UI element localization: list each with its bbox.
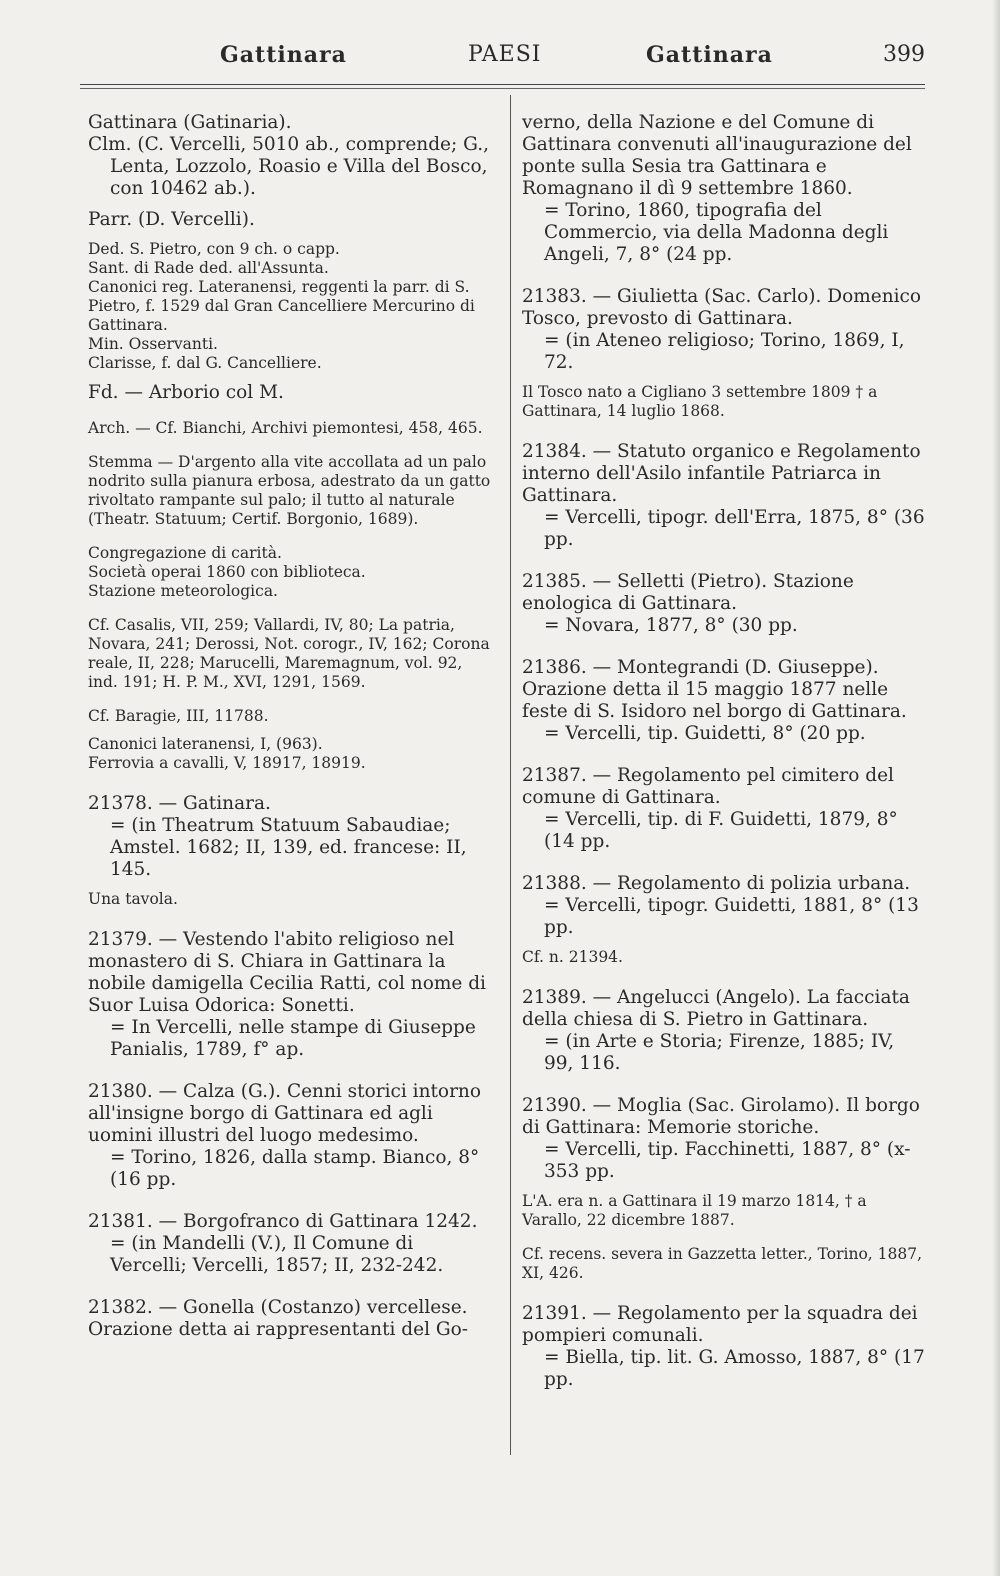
entry-paragraph: Congregazione di carità. [88, 544, 282, 562]
entry-paragraph: Società operai 1860 con biblioteca. [88, 563, 366, 581]
entry-paragraph: Gattinara (Gatinaria). [88, 112, 292, 133]
entry-paragraph: Il Tosco nato a Cigliano 3 settembre 1809 † a Gattinara, 14 luglio 1868. [522, 383, 878, 420]
entry-paragraph: verno, della Nazione e del Comune di Gattinara convenuti all'inaugurazione del ponte sulla Sesia tra Gattinara e Romagnano il dì 9 settembre 1860. [522, 112, 912, 199]
entry-paragraph: Cf. n. 21394. [522, 948, 623, 966]
header-right-title: Gattinara [646, 42, 773, 68]
right-column [522, 112, 927, 1391]
entry-paragraph: = Biella, tip. lit. G. Amosso, 1887, 8° (17 pp. [544, 1347, 925, 1390]
entry-paragraph: = Vercelli, tipogr. Guidetti, 1881, 8° (13 pp. [544, 895, 919, 938]
entry-paragraph: 21388. — Regolamento di polizia urbana. [522, 873, 911, 894]
entry-paragraph: 21385. — Selletti (Pietro). Stazione enologica di Gattinara. [522, 571, 854, 614]
running-header [80, 38, 925, 78]
entry-paragraph: Una tavola. [88, 890, 178, 908]
entry-paragraph: 21384. — Statuto organico e Regolamento interno dell'Asilo infantile Patriarca in Gattinara. [522, 441, 921, 506]
entry-paragraph: Canonici lateranensi, I, (963). [88, 735, 323, 753]
entry-paragraph: 21383. — Giulietta (Sac. Carlo). Domenico Tosco, prevosto di Gattinara. [522, 286, 922, 329]
entry-paragraph: Min. Osservanti. [88, 335, 218, 353]
entry-paragraph: Arch. — Cf. Bianchi, Archivi piemontesi, 458, 465. [88, 419, 483, 437]
entry-paragraph: 21387. — Regolamento pel cimitero del comune di Gattinara. [522, 765, 894, 808]
entry-paragraph: 21380. — Calza (G.). Cenni storici intorno all'insigne borgo di Gattinara ed agli uomini illustri del luogo medesimo. [88, 1081, 481, 1146]
entry-paragraph: = Vercelli, tip. Guidetti, 8° (20 pp. [544, 723, 866, 744]
left-column [88, 112, 493, 1341]
entry-paragraph: = (in Ateneo religioso; Torino, 1869, I, 72. [544, 330, 905, 373]
header-section-title: PAESI [468, 42, 542, 67]
entry-paragraph: Cf. Casalis, VII, 259; Vallardi, IV, 80; La patria, Novara, 241; Derossi, Not. corogr., IV, 162; Corona reale, II, 228; Marucelli, Maremagnum, vol. 92, ind. 191; H. P. M., XVI, 1291, 1569. [88, 616, 490, 691]
entry-paragraph: = Vercelli, tip. Facchinetti, 1887, 8° (x-353 pp. [544, 1139, 911, 1182]
entry-paragraph: = (in Mandelli (V.), Il Comune di Vercelli; Vercelli, 1857; II, 232-242. [110, 1233, 444, 1276]
entry-paragraph: = Vercelli, tipogr. dell'Erra, 1875, 8° (36 pp. [544, 507, 925, 550]
entry-paragraph: Stazione meteorologica. [88, 582, 278, 600]
entry-paragraph: 21389. — Angelucci (Angelo). La facciata della chiesa di S. Pietro in Gattinara. [522, 987, 910, 1030]
entry-paragraph: 21391. — Regolamento per la squadra dei pompieri comunali. [522, 1303, 918, 1346]
header-rule [80, 84, 925, 85]
entry-paragraph: Fd. — Arborio col M. [88, 382, 284, 403]
entry-paragraph: 21378. — Gatinara. [88, 793, 271, 814]
entry-paragraph: Ded. S. Pietro, con 9 ch. o capp. [88, 240, 340, 258]
entry-paragraph: Clarisse, f. dal G. Cancelliere. [88, 354, 322, 372]
entry-paragraph: Sant. di Rade ded. all'Assunta. [88, 259, 329, 277]
entry-paragraph: = Torino, 1860, tipografia del Commercio, via della Madonna degli Angeli, 7, 8° (24 pp. [544, 200, 889, 265]
entry-paragraph: Cf. Baragie, III, 11788. [88, 707, 269, 725]
entry-paragraph: Cf. recens. severa in Gazzetta letter., Torino, 1887, XI, 426. [522, 1245, 923, 1282]
entry-paragraph: = In Vercelli, nelle stampe di Giuseppe Panialis, 1789, f° ap. [110, 1017, 476, 1060]
entry-paragraph: 21382. — Gonella (Costanzo) vercellese. Orazione detta ai rappresentanti del Go- [88, 1297, 469, 1340]
header-left-title: Gattinara [220, 42, 347, 68]
entry-paragraph: = (in Theatrum Statuum Sabaudiae; Amstel. 1682; II, 139, ed. francese: II, 145. [110, 815, 467, 880]
entry-paragraph: = Vercelli, tip. di F. Guidetti, 1879, 8° (14 pp. [544, 809, 898, 852]
header-rule-secondary [80, 88, 925, 89]
entry-paragraph: = (in Arte e Storia; Firenze, 1885; IV, 99, 116. [544, 1031, 895, 1074]
entry-paragraph: = Torino, 1826, dalla stamp. Bianco, 8° (16 pp. [110, 1147, 480, 1190]
entry-paragraph: Stemma — D'argento alla vite accollata ad un palo nodrito sulla pianura erbosa, adestrato da un gatto rivoltato rampante sul palo; il tutto al naturale (Theatr. Statuum; Certif. Borgonio, 1689). [88, 453, 491, 528]
entry-paragraph: L'A. era n. a Gattinara il 19 marzo 1814, † a Varallo, 22 dicembre 1887. [522, 1192, 867, 1229]
entry-paragraph: Parr. (D. Vercelli). [88, 209, 255, 230]
column-separator [510, 95, 511, 1455]
entry-paragraph: Clm. (C. Vercelli, 5010 ab., comprende; G., Lenta, Lozzolo, Roasio e Villa del Bosco, con 10462 ab.). [88, 134, 489, 199]
entry-paragraph: Canonici reg. Lateranensi, reggenti la parr. di S. Pietro, f. 1529 dal Gran Cancelliere Mercurino di Gattinara. [88, 278, 475, 334]
entry-paragraph: Ferrovia a cavalli, V, 18917, 18919. [88, 754, 366, 772]
page-edge-shadow [992, 0, 1000, 1576]
page-number: 399 [883, 42, 925, 67]
entry-paragraph: 21386. — Montegrandi (D. Giuseppe). Orazione detta il 15 maggio 1877 nelle feste di S. Isidoro nel borgo di Gattinara. [522, 657, 907, 722]
entry-paragraph: = Novara, 1877, 8° (30 pp. [544, 615, 798, 636]
entry-paragraph: 21390. — Moglia (Sac. Girolamo). Il borgo di Gattinara: Memorie storiche. [522, 1095, 920, 1138]
entry-paragraph: 21379. — Vestendo l'abito religioso nel monastero di S. Chiara in Gattinara la nobile damigella Cecilia Ratti, col nome di Suor Luisa Odorica: Sonetti. [88, 929, 486, 1016]
entry-paragraph: 21381. — Borgofranco di Gattinara 1242. [88, 1211, 478, 1232]
